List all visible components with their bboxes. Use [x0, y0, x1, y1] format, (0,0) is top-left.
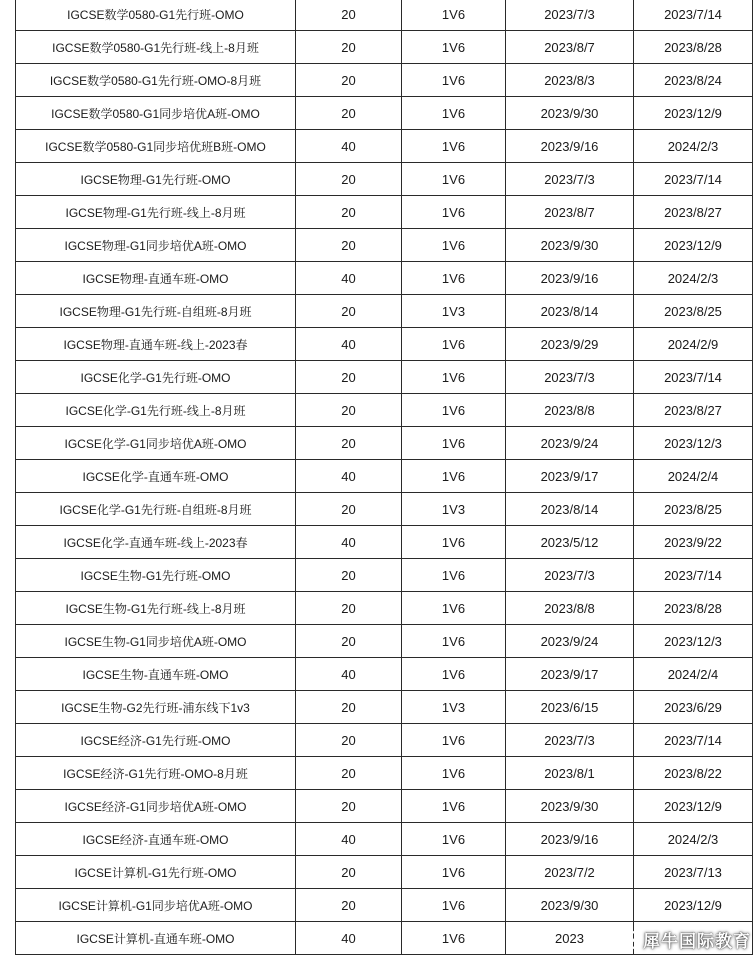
- ratio-cell: 1V6: [402, 97, 506, 130]
- course-name-cell: IGCSE生物-直通车班-OMO: [16, 658, 296, 691]
- course-name-cell: IGCSE物理-G1先行班-OMO: [16, 163, 296, 196]
- capacity-cell: 40: [296, 526, 402, 559]
- course-name-cell: IGCSE数学0580-G1先行班-线上-8月班: [16, 31, 296, 64]
- start-date-cell: 2023: [506, 922, 634, 955]
- ratio-cell: 1V6: [402, 394, 506, 427]
- end-date-cell: 2023/6/29: [634, 691, 753, 724]
- end-date-cell: 2023/8/25: [634, 295, 753, 328]
- course-name-cell: IGCSE经济-G1先行班-OMO-8月班: [16, 757, 296, 790]
- ratio-cell: 1V6: [402, 427, 506, 460]
- course-name-cell: IGCSE生物-G1同步培优A班-OMO: [16, 625, 296, 658]
- ratio-cell: 1V3: [402, 691, 506, 724]
- ratio-cell: 1V6: [402, 526, 506, 559]
- course-name-cell: IGCSE数学0580-G1同步培优班B班-OMO: [16, 130, 296, 163]
- course-name-cell: IGCSE物理-G1同步培优A班-OMO: [16, 229, 296, 262]
- capacity-cell: 20: [296, 361, 402, 394]
- course-name-cell: IGCSE化学-G1先行班-自组班-8月班: [16, 493, 296, 526]
- course-name-cell: IGCSE数学0580-G1先行班-OMO-8月班: [16, 64, 296, 97]
- start-date-cell: 2023/9/16: [506, 823, 634, 856]
- start-date-cell: 2023/9/17: [506, 460, 634, 493]
- course-name-cell: IGCSE化学-G1同步培优A班-OMO: [16, 427, 296, 460]
- ratio-cell: 1V6: [402, 130, 506, 163]
- capacity-cell: 20: [296, 592, 402, 625]
- ratio-cell: 1V6: [402, 163, 506, 196]
- table-row: [16, 163, 753, 196]
- start-date-cell: 2023/8/1: [506, 757, 634, 790]
- start-date-cell: 2023/8/7: [506, 31, 634, 64]
- table-row: [16, 757, 753, 790]
- end-date-cell: 2023/12/9: [634, 229, 753, 262]
- table-row: [16, 97, 753, 130]
- start-date-cell: 2023/8/8: [506, 592, 634, 625]
- end-date-cell: 2023/8/27: [634, 394, 753, 427]
- course-name-cell: IGCSE经济-G1同步培优A班-OMO: [16, 790, 296, 823]
- start-date-cell: 2023/8/14: [506, 493, 634, 526]
- start-date-cell: 2023/7/3: [506, 0, 634, 31]
- course-schedule-table: [15, 0, 753, 955]
- ratio-cell: 1V6: [402, 823, 506, 856]
- capacity-cell: 40: [296, 922, 402, 955]
- capacity-cell: 20: [296, 229, 402, 262]
- ratio-cell: 1V6: [402, 625, 506, 658]
- start-date-cell: 2023/7/3: [506, 724, 634, 757]
- capacity-cell: 20: [296, 427, 402, 460]
- course-name-cell: IGCSE计算机-直通车班-OMO: [16, 922, 296, 955]
- start-date-cell: 2023/7/3: [506, 163, 634, 196]
- table-row: [16, 526, 753, 559]
- start-date-cell: 2023/9/24: [506, 625, 634, 658]
- ratio-cell: 1V6: [402, 361, 506, 394]
- end-date-cell: 2024/2/4: [634, 460, 753, 493]
- table-row: [16, 328, 753, 361]
- end-date-cell: 2024/2/3: [634, 262, 753, 295]
- end-date-cell: 2023/12/9: [634, 889, 753, 922]
- capacity-cell: 20: [296, 493, 402, 526]
- ratio-cell: 1V6: [402, 328, 506, 361]
- table-row: [16, 724, 753, 757]
- course-name-cell: IGCSE数学0580-G1同步培优A班-OMO: [16, 97, 296, 130]
- table-row: [16, 196, 753, 229]
- table-row: [16, 460, 753, 493]
- end-date-cell: 2023/7/14: [634, 559, 753, 592]
- capacity-cell: 20: [296, 64, 402, 97]
- start-date-cell: 2023/5/12: [506, 526, 634, 559]
- capacity-cell: 20: [296, 790, 402, 823]
- capacity-cell: 20: [296, 31, 402, 64]
- start-date-cell: 2023/9/16: [506, 262, 634, 295]
- course-name-cell: IGCSE经济-直通车班-OMO: [16, 823, 296, 856]
- course-name-cell: IGCSE化学-直通车班-OMO: [16, 460, 296, 493]
- table-row: [16, 790, 753, 823]
- ratio-cell: 1V6: [402, 757, 506, 790]
- start-date-cell: 2023/7/3: [506, 559, 634, 592]
- table-row: [16, 889, 753, 922]
- course-name-cell: IGCSE物理-直通车班-线上-2023春: [16, 328, 296, 361]
- end-date-cell: 2023/8/25: [634, 493, 753, 526]
- start-date-cell: 2023/9/30: [506, 229, 634, 262]
- table-row: [16, 691, 753, 724]
- ratio-cell: 1V6: [402, 64, 506, 97]
- table-row: [16, 295, 753, 328]
- capacity-cell: 20: [296, 295, 402, 328]
- table-row: [16, 229, 753, 262]
- course-name-cell: IGCSE化学-G1先行班-OMO: [16, 361, 296, 394]
- course-name-cell: IGCSE生物-G2先行班-浦东线下1v3: [16, 691, 296, 724]
- end-date-cell: 2023/12/9: [634, 790, 753, 823]
- wechat-channel-icon: [619, 930, 639, 950]
- capacity-cell: 40: [296, 130, 402, 163]
- capacity-cell: 20: [296, 559, 402, 592]
- capacity-cell: 40: [296, 328, 402, 361]
- start-date-cell: 2023/9/30: [506, 97, 634, 130]
- capacity-cell: 20: [296, 757, 402, 790]
- end-date-cell: 2023/12/3: [634, 427, 753, 460]
- start-date-cell: 2023/9/29: [506, 328, 634, 361]
- end-date-cell: 2023/8/22: [634, 757, 753, 790]
- table-row: [16, 31, 753, 64]
- course-name-cell: IGCSE物理-G1先行班-线上-8月班: [16, 196, 296, 229]
- table-row: [16, 658, 753, 691]
- end-date-cell: 2023/12/9: [634, 97, 753, 130]
- table-row: [16, 625, 753, 658]
- end-date-cell: 2023/9/22: [634, 526, 753, 559]
- end-date-cell: 2023/7/14: [634, 0, 753, 31]
- ratio-cell: 1V6: [402, 229, 506, 262]
- table-row: [16, 262, 753, 295]
- capacity-cell: 20: [296, 97, 402, 130]
- end-date-cell: 2024/2/9: [634, 328, 753, 361]
- course-name-cell: IGCSE计算机-G1先行班-OMO: [16, 856, 296, 889]
- end-date-cell: 2023/8/28: [634, 31, 753, 64]
- course-name-cell: IGCSE物理-G1先行班-自组班-8月班: [16, 295, 296, 328]
- course-name-cell: IGCSE经济-G1先行班-OMO: [16, 724, 296, 757]
- capacity-cell: 40: [296, 460, 402, 493]
- watermark: [619, 927, 751, 952]
- start-date-cell: 2023/8/8: [506, 394, 634, 427]
- watermark-text: 犀牛国际教育: [643, 932, 751, 951]
- capacity-cell: 40: [296, 262, 402, 295]
- ratio-cell: 1V3: [402, 493, 506, 526]
- ratio-cell: 1V6: [402, 790, 506, 823]
- end-date-cell: 2024/2/3: [634, 823, 753, 856]
- course-name-cell: IGCSE数学0580-G1先行班-OMO: [16, 0, 296, 31]
- end-date-cell: 2023/7/14: [634, 361, 753, 394]
- ratio-cell: 1V6: [402, 460, 506, 493]
- table-row: [16, 0, 753, 31]
- table-row: [16, 361, 753, 394]
- capacity-cell: 20: [296, 856, 402, 889]
- capacity-cell: 40: [296, 823, 402, 856]
- end-date-cell: 2023/8/24: [634, 64, 753, 97]
- table-row: [16, 394, 753, 427]
- start-date-cell: 2023/9/17: [506, 658, 634, 691]
- end-date-cell: 2023/12/3: [634, 625, 753, 658]
- ratio-cell: 1V6: [402, 31, 506, 64]
- table-row: [16, 823, 753, 856]
- start-date-cell: 2023/8/3: [506, 64, 634, 97]
- capacity-cell: 20: [296, 625, 402, 658]
- course-name-cell: IGCSE生物-G1先行班-线上-8月班: [16, 592, 296, 625]
- end-date-cell: 2024/2/3: [634, 130, 753, 163]
- start-date-cell: 2023/9/30: [506, 889, 634, 922]
- ratio-cell: 1V6: [402, 922, 506, 955]
- table-row: [16, 493, 753, 526]
- start-date-cell: 2023/9/30: [506, 790, 634, 823]
- capacity-cell: 20: [296, 691, 402, 724]
- ratio-cell: 1V6: [402, 724, 506, 757]
- capacity-cell: 40: [296, 658, 402, 691]
- table-row: [16, 130, 753, 163]
- course-name-cell: IGCSE化学-直通车班-线上-2023春: [16, 526, 296, 559]
- capacity-cell: 20: [296, 0, 402, 31]
- table-row: [16, 64, 753, 97]
- ratio-cell: 1V6: [402, 559, 506, 592]
- end-date-cell: 2023/8/27: [634, 196, 753, 229]
- capacity-cell: 20: [296, 889, 402, 922]
- capacity-cell: 20: [296, 394, 402, 427]
- end-date-cell: 2023/7/14: [634, 724, 753, 757]
- end-date-cell: 2023/7/13: [634, 856, 753, 889]
- ratio-cell: 1V6: [402, 262, 506, 295]
- table-row: [16, 559, 753, 592]
- ratio-cell: 1V6: [402, 856, 506, 889]
- ratio-cell: 1V6: [402, 592, 506, 625]
- start-date-cell: 2023/8/14: [506, 295, 634, 328]
- end-date-cell: 2023/7/14: [634, 163, 753, 196]
- start-date-cell: 2023/8/7: [506, 196, 634, 229]
- ratio-cell: 1V6: [402, 196, 506, 229]
- ratio-cell: 1V6: [402, 0, 506, 31]
- table-row: [16, 856, 753, 889]
- start-date-cell: 2023/9/24: [506, 427, 634, 460]
- capacity-cell: 20: [296, 163, 402, 196]
- table-row: [16, 592, 753, 625]
- capacity-cell: 20: [296, 196, 402, 229]
- course-name-cell: IGCSE物理-直通车班-OMO: [16, 262, 296, 295]
- course-name-cell: IGCSE计算机-G1同步培优A班-OMO: [16, 889, 296, 922]
- capacity-cell: 20: [296, 724, 402, 757]
- table-row: [16, 427, 753, 460]
- start-date-cell: 2023/6/15: [506, 691, 634, 724]
- end-date-cell: 2024/2/4: [634, 658, 753, 691]
- start-date-cell: 2023/9/16: [506, 130, 634, 163]
- ratio-cell: 1V6: [402, 658, 506, 691]
- course-name-cell: IGCSE生物-G1先行班-OMO: [16, 559, 296, 592]
- start-date-cell: 2023/7/2: [506, 856, 634, 889]
- end-date-cell: 2023/8/28: [634, 592, 753, 625]
- ratio-cell: 1V6: [402, 889, 506, 922]
- course-table-body: [16, 0, 753, 955]
- course-name-cell: IGCSE化学-G1先行班-线上-8月班: [16, 394, 296, 427]
- start-date-cell: 2023/7/3: [506, 361, 634, 394]
- ratio-cell: 1V3: [402, 295, 506, 328]
